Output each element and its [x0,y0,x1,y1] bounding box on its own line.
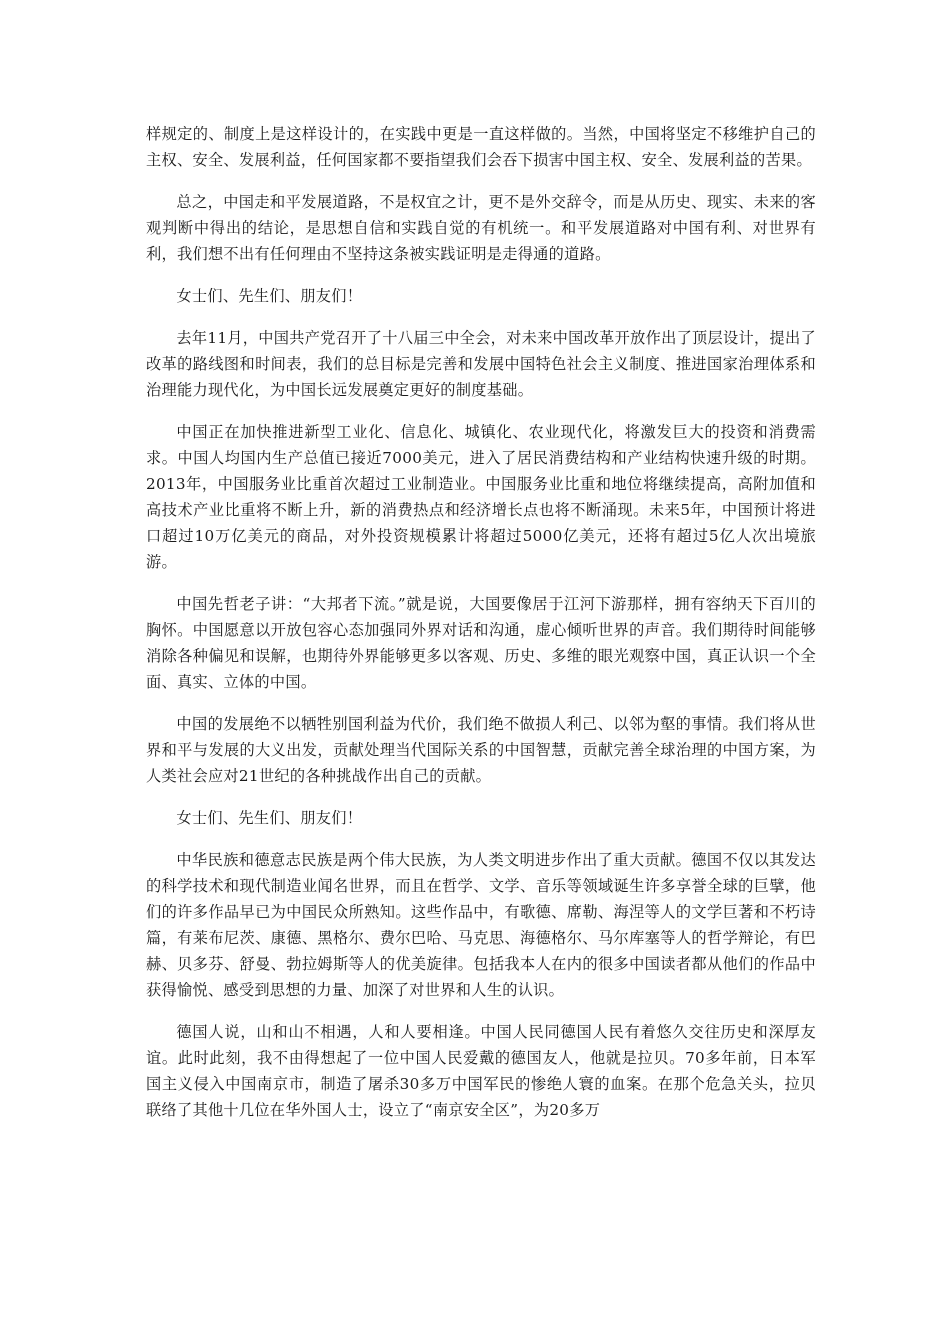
paragraph-7: 中国的发展绝不以牺牲别国利益为代价，我们绝不做损人利己、以邻为壑的事情。我们将从世界和平与发展的大义出发，贡献处理当代国际关系的中国智慧，贡献完善全球治理的中国方案，为人类社会应对21世纪的各种挑战作出自己的贡献。 [146,715,816,785]
paragraph-1: 样规定的、制度上是这样设计的，在实践中更是一直这样做的。当然，中国将坚定不移维护自己的主权、安全、发展利益，任何国家都不要指望我们会吞下损害中国主权、安全、发展利益的苦果。 [146,125,816,169]
paragraph-5: 中国正在加快推进新型工业化、信息化、城镇化、农业现代化，将激发巨大的投资和消费需求。中国人均国内生产总值已接近7000美元，进入了居民消费结构和产业结构快速升级的时期。2013年，中国服务业比重首次超过工业制造业。中国服务业比重和地位将继续提高，高附加值和高技术产业比重将不断上升，新的消费热点和经济增长点也将不断涌现。未来5年，中国预计将进口超过10万亿美元的商品，对外投资规模累计将超过5000亿美元，还将有超过5亿人次出境旅游。 [146,423,816,571]
paragraph-2: 总之，中国走和平发展道路，不是权宜之计，更不是外交辞令，而是从历史、现实、未来的客观判断中得出的结论，是思想自信和实践自觉的有机统一。和平发展道路对中国有利、对世界有利，我们想不出有任何理由不坚持这条被实践证明是走得通的道路。 [146,193,816,263]
paragraph-3-salutation: 女士们、先生们、朋友们！ [176,287,363,305]
document-body [146,121,816,1139]
paragraph-8-salutation: 女士们、先生们、朋友们！ [176,809,363,827]
paragraph-6: 中国先哲老子讲：“大邦者下流。”就是说，大国要像居于江河下游那样，拥有容纳天下百川的胸怀。中国愿意以开放包容心态加强同外界对话和沟通，虚心倾听世界的声音。我们期待时间能够消除各种偏见和误解，也期待外界能够更多以客观、历史、多维的眼光观察中国，真正认识一个全面、真实、立体的中国。 [146,595,816,691]
paragraph-4: 去年11月，中国共产党召开了十八届三中全会，对未来中国改革开放作出了顶层设计，提出了改革的路线图和时间表，我们的总目标是完善和发展中国特色社会主义制度、推进国家治理体系和治理能力现代化，为中国长远发展奠定更好的制度基础。 [146,329,816,399]
paragraph-9: 中华民族和德意志民族是两个伟大民族，为人类文明进步作出了重大贡献。德国不仅以其发达的科学技术和现代制造业闻名世界，而且在哲学、文学、音乐等领域诞生许多享誉全球的巨擘，他们的许多作品早已为中国民众所熟知。这些作品中，有歌德、席勒、海涅等人的文学巨著和不朽诗篇，有莱布尼茨、康德、黑格尔、费尔巴哈、马克思、海德格尔、马尔库塞等人的哲学辩论，有巴赫、贝多芬、舒曼、勃拉姆斯等人的优美旋律。包括我本人在内的很多中国读者都从他们的作品中获得愉悦、感受到思想的力量、加深了对世界和人生的认识。 [146,851,816,999]
paragraph-10: 德国人说，山和山不相遇，人和人要相逢。中国人民同德国人民有着悠久交往历史和深厚友谊。此时此刻，我不由得想起了一位中国人民爱戴的德国友人，他就是拉贝。70多年前，日本军国主义侵入中国南京市，制造了屠杀30多万中国军民的惨绝人寰的血案。在那个危急关头，拉贝联络了其他十几位在华外国人士，设立了“南京安全区”，为20多万 [146,1023,816,1119]
